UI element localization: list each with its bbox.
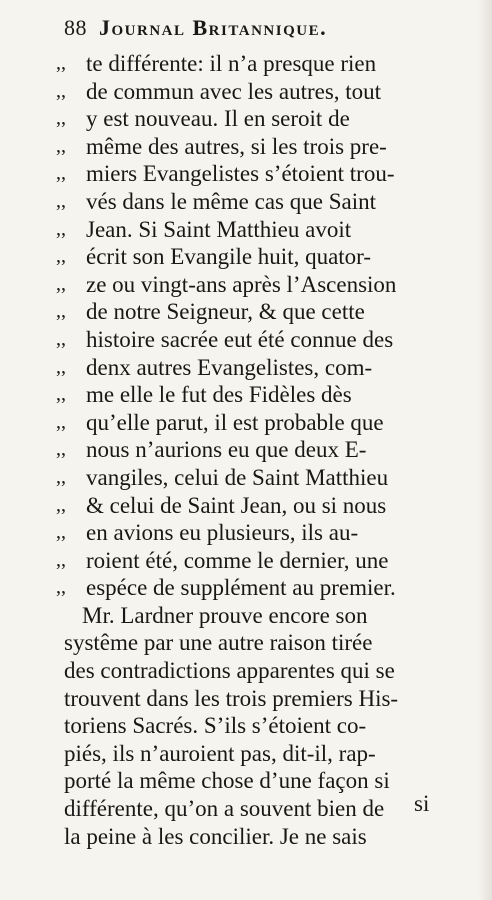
- line-text: me elle le fut des Fidèles dès: [86, 382, 352, 408]
- text-line: [56, 547, 436, 575]
- line-text: denx autres Evangelistes, com-: [86, 354, 373, 380]
- line-text: nous n’aurions eu que deux E-: [86, 437, 367, 463]
- line-text: systême par une autre raison tirée: [64, 630, 373, 656]
- text-line: [56, 271, 436, 299]
- line-text: te différente: il n’a presque rien: [86, 51, 377, 76]
- text-line: [56, 492, 436, 520]
- quotation-mark: ,,: [56, 576, 66, 599]
- text-line: [56, 243, 436, 271]
- text-line: [56, 464, 436, 492]
- text-line: [56, 326, 436, 354]
- page-number: 88: [64, 15, 87, 40]
- line-text: Mr. Lardner prouve encore son: [82, 602, 368, 628]
- quotation-mark: ,,: [56, 410, 66, 433]
- line-text: y est nouveau. Il en seroit de: [86, 106, 350, 132]
- line-text: roient été, comme le dernier, une: [86, 547, 389, 573]
- quotation-mark: ,,: [56, 79, 66, 102]
- text-line: [56, 712, 436, 740]
- line-text: différente, qu’on a souvent bien de: [64, 796, 385, 822]
- text-line: [56, 216, 436, 244]
- text-line: [56, 767, 436, 795]
- line-text: ze ou vingt-ans après l’Ascension: [86, 271, 397, 297]
- line-text: piés, ils n’auroient pas, dit-il, rap-: [64, 740, 376, 766]
- text-line: [56, 740, 436, 768]
- text-line: [56, 685, 436, 713]
- line-text: histoire sacrée eut été connue des: [86, 326, 394, 352]
- line-text: & celui de Saint Jean, ou si nous: [86, 492, 387, 518]
- quotation-mark: ,,: [56, 493, 66, 516]
- line-text: trouvent dans les trois premiers His-: [64, 685, 399, 711]
- text-line: [56, 105, 436, 133]
- text-line: [56, 519, 436, 547]
- running-title: Journal Britannique.: [99, 15, 328, 40]
- line-text: de notre Seigneur, & que cette: [86, 299, 365, 325]
- line-text: espéce de supplément au premier.: [86, 575, 396, 601]
- quotation-mark: ,,: [56, 521, 66, 544]
- text-line: [56, 409, 436, 437]
- text-line: [56, 629, 436, 657]
- quotation-mark: ,,: [56, 383, 66, 406]
- line-text: Jean. Si Saint Matthieu avoit: [86, 216, 352, 242]
- quotation-mark: ,,: [56, 438, 66, 461]
- line-text: la peine à les concilier. Je ne sais: [64, 823, 367, 849]
- quotation-mark: ,,: [56, 217, 66, 240]
- quotation-mark: ,,: [56, 548, 66, 571]
- line-text: de commun avec les autres, tout: [86, 78, 382, 104]
- quotation-mark: ,,: [56, 162, 66, 185]
- line-text: vangiles, celui de Saint Matthieu: [86, 464, 389, 490]
- text-line: [56, 436, 436, 464]
- text-line: [56, 574, 436, 602]
- line-text: porté la même chose d’une façon si: [64, 768, 390, 794]
- text-line: [56, 823, 436, 851]
- text-line: [56, 602, 436, 630]
- quotation-mark: ,,: [56, 107, 66, 130]
- catchword: si: [414, 791, 430, 816]
- quotation-mark: ,,: [56, 245, 66, 268]
- quotation-mark: ,,: [56, 189, 66, 212]
- quotation-mark: ,,: [56, 300, 66, 323]
- quotation-mark: ,,: [56, 52, 66, 74]
- quotation-mark: ,,: [56, 327, 66, 350]
- page-edge-shadow: [478, 0, 492, 900]
- text-line: [56, 78, 436, 106]
- text-line: [56, 133, 436, 161]
- quotation-mark: ,,: [56, 134, 66, 157]
- text-line: [56, 160, 436, 188]
- text-line: [56, 795, 436, 823]
- line-text: toriens Sacrés. S’ils s’étoient co-: [64, 713, 367, 739]
- body-text: [56, 50, 436, 850]
- quotation-mark: ,,: [56, 355, 66, 378]
- text-line: [56, 50, 436, 78]
- quotation-mark: ,,: [56, 465, 66, 488]
- page-header: [64, 14, 424, 42]
- line-text: même des autres, si les trois pre-: [86, 133, 387, 159]
- line-text: en avions eu plusieurs, ils au-: [86, 520, 359, 546]
- quotation-mark: ,,: [56, 272, 66, 295]
- text-line: [56, 657, 436, 685]
- text-line: [56, 188, 436, 216]
- line-text: miers Evangelistes s’étoient trou-: [86, 161, 395, 187]
- line-text: écrit son Evangile huit, quator-: [86, 244, 372, 270]
- text-line: [56, 298, 436, 326]
- text-line: [56, 354, 436, 382]
- text-line: [56, 381, 436, 409]
- line-text: vés dans le même cas que Saint: [86, 188, 376, 214]
- line-text: qu’elle parut, il est probable que: [86, 409, 384, 435]
- line-text: des contradictions apparentes qui se: [64, 658, 395, 684]
